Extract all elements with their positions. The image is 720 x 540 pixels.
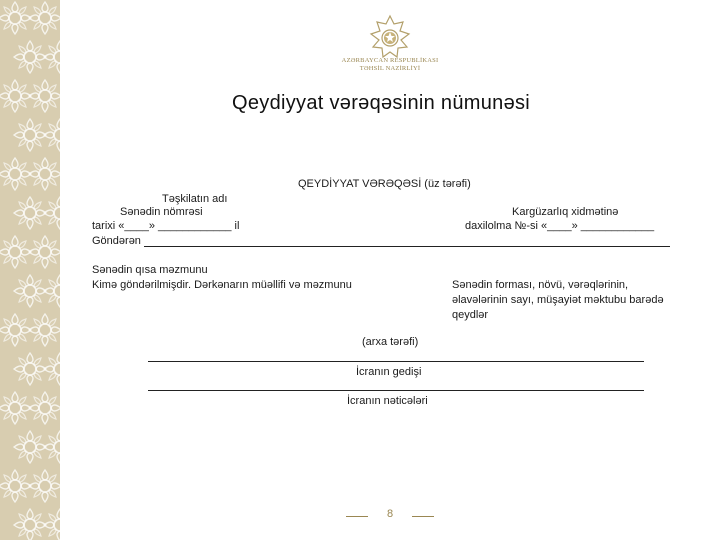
back-side-label: (arxa tərəfi) [362,336,419,348]
office-label: Kargüzarlıq xidmətinə [512,206,619,218]
document-date-row: tarixi «____» ____________ il [92,220,240,232]
page-number-line-left [346,516,368,517]
notes-line-2: əlavələrinin sayı, müşayiət məktubu barədə [452,294,664,306]
addressee-label: Kimə göndərilmişdir. Dərkənarın müəllifi və məzmunu [92,279,352,291]
ministry-name-line1: AZƏRBAYCAN RESPUBLİKASI [341,57,439,64]
back-side-line-1 [148,361,644,362]
ministry-name-line2: TƏHSİL NAZİRLİYİ [359,65,421,72]
entry-number-row: daxilolma №-si «____» ____________ [465,220,655,232]
notes-line-3: qeydlər [452,309,489,321]
page-number-line-right [412,516,434,517]
back-side-line-2 [148,390,644,391]
execution-progress-label: İcranın gedişi [356,366,422,378]
sender-label: Göndərən [92,235,141,247]
form-heading: QEYDİYYAT VƏRƏQƏSİ (üz tərəfi) [298,178,471,190]
ornament-pattern [0,0,60,540]
slide-title: Qeydiyyat vərəqəsinin nümunəsi [232,92,531,114]
execution-results-label: İcranın nəticələri [347,395,428,407]
sender-fill-line [144,246,670,247]
document-number-label: Sənədin nömrəsi [120,206,203,218]
decorative-sidebar [0,0,60,540]
page-number: 8 [386,508,394,520]
organization-name-label: Təşkilatın adı [162,193,228,205]
notes-line-1: Sənədin forması, növü, vərəqlərinin, [452,279,629,291]
summary-title: Sənədin qısa məzmunu [92,264,208,276]
